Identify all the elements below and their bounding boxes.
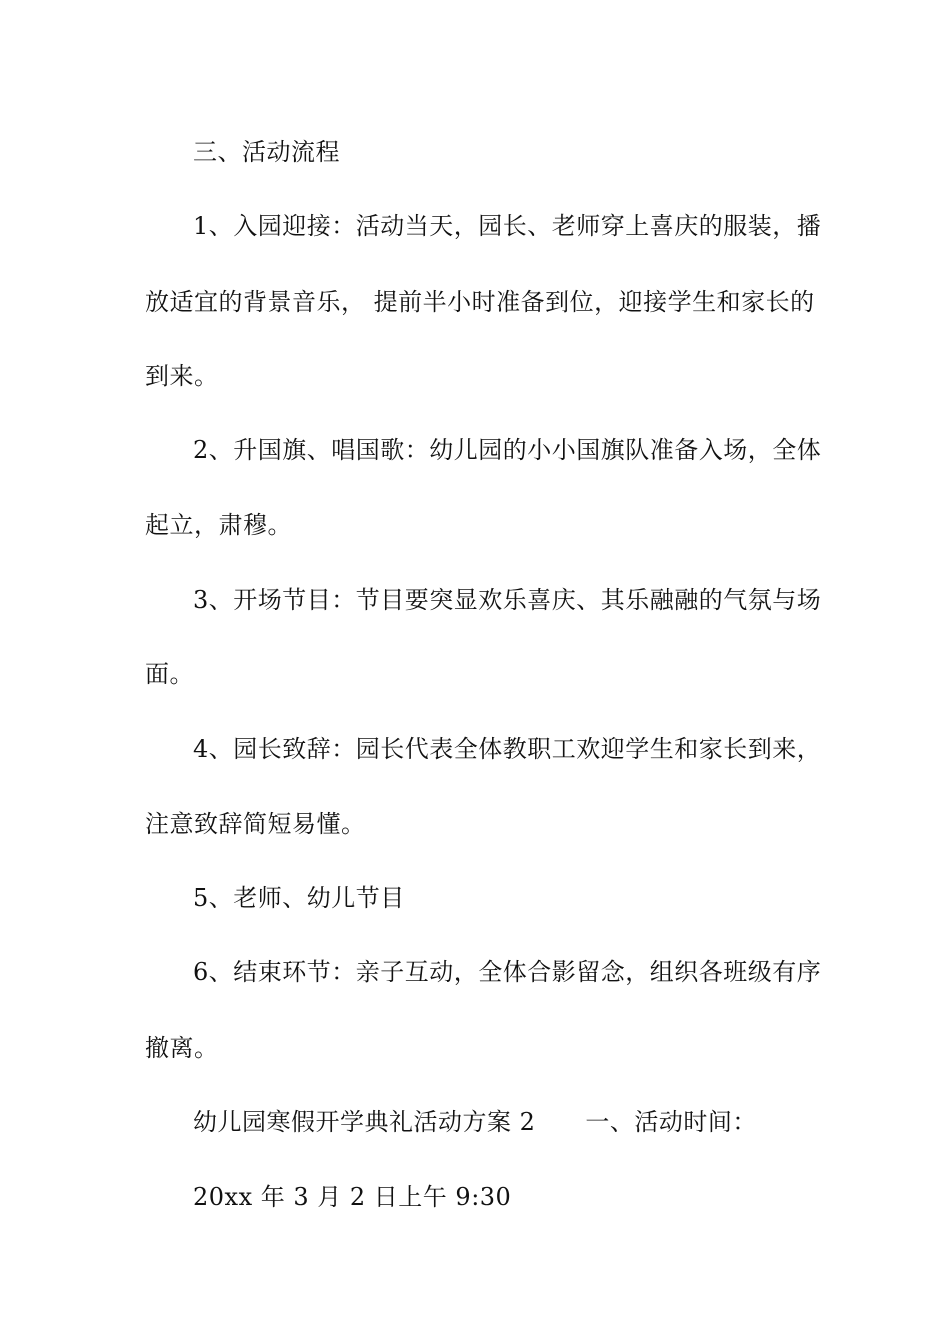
plan-section-heading: 一、活动时间： bbox=[585, 1108, 757, 1136]
paragraph-line: 注意致辞简短易懂。 bbox=[145, 810, 366, 838]
paragraph-line: 到来。 bbox=[145, 362, 219, 390]
plan-title: 幼儿园寒假开学典礼活动方案 2 bbox=[193, 1108, 536, 1136]
paragraph-line: 撤离。 bbox=[145, 1034, 219, 1062]
paragraph-line: 面。 bbox=[145, 660, 194, 688]
paragraph-line: 2、升国旗、唱国歌：幼儿园的小小国旗队准备入场，全体 bbox=[193, 436, 822, 464]
section-heading: 三、活动流程 bbox=[193, 138, 340, 166]
paragraph-line: 3、开场节目：节目要突显欢乐喜庆、其乐融融的气氛与场 bbox=[193, 586, 822, 614]
plan-title-line bbox=[0, 1107, 950, 1137]
paragraph-line: 起立，肃穆。 bbox=[145, 511, 292, 539]
paragraph-line: 4、园长致辞：园长代表全体教职工欢迎学生和家长到来， bbox=[193, 735, 822, 763]
paragraph-line: 放适宜的背景音乐， 提前半小时准备到位，迎接学生和家长的 bbox=[145, 288, 815, 316]
paragraph-line: 5、老师、幼儿节目 bbox=[193, 884, 405, 912]
paragraph-line: 1、入园迎接：活动当天，园长、老师穿上喜庆的服装，播 bbox=[193, 212, 822, 240]
paragraph-line: 6、结束环节：亲子互动，全体合影留念，组织各班级有序 bbox=[193, 958, 822, 986]
event-date: 20xx 年 3 月 2 日上午 9:30 bbox=[193, 1183, 512, 1211]
